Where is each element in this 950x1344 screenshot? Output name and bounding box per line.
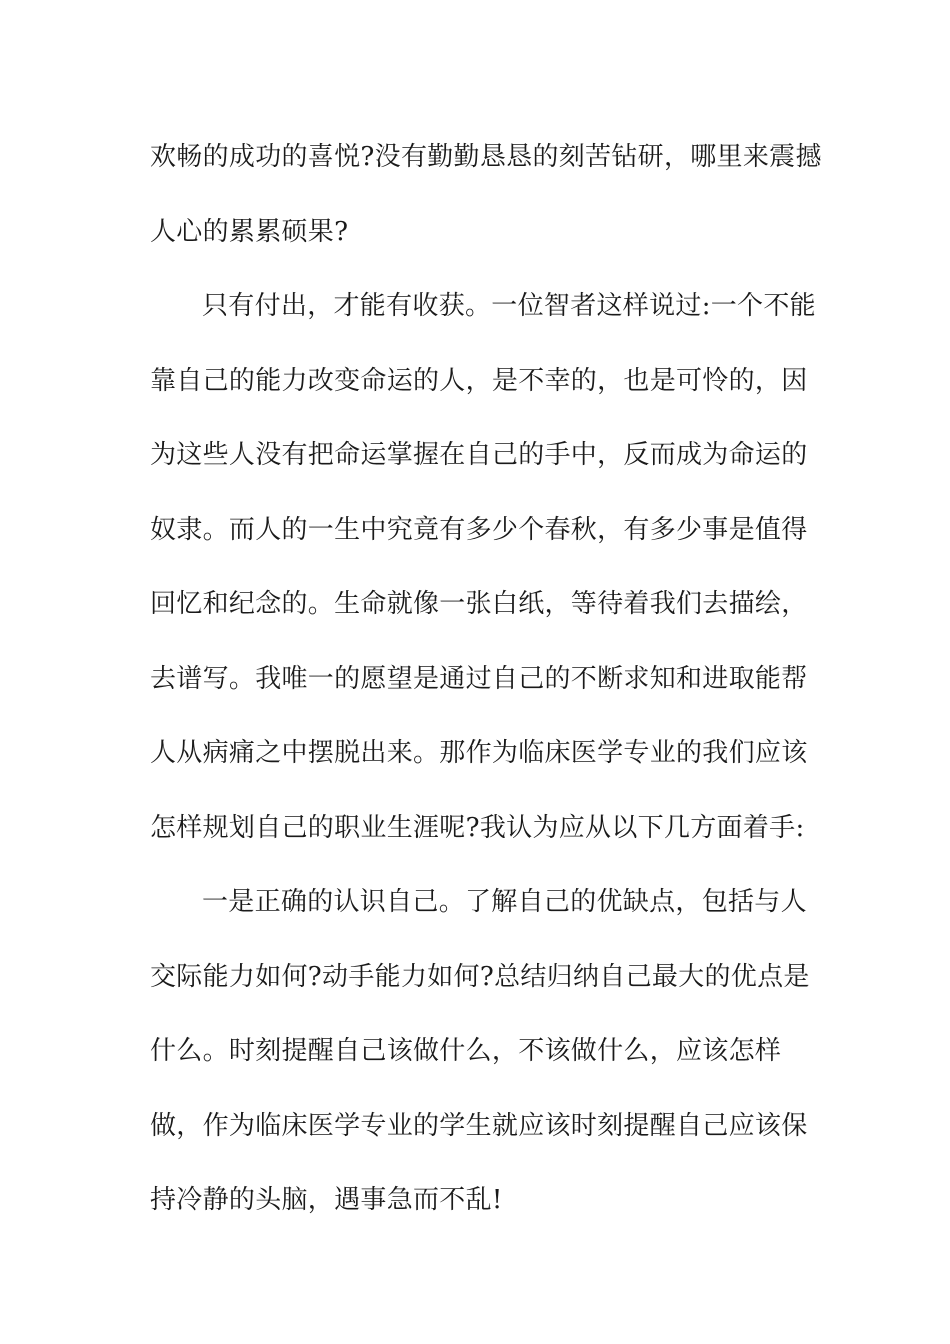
paragraph-start-line: 一是正确的认识自己。了解自己的优缺点，包括与人 [202, 887, 807, 917]
text-line: 持冷静的头脑，遇事急而不乱! [150, 1185, 503, 1215]
text-line: 怎样规划自己的职业生涯呢?我认为应从以下几方面着手: [150, 812, 805, 843]
text-line: 为这些人没有把命运掌握在自己的手中，反而成为命运的 [150, 440, 808, 470]
text-line: 奴隶。而人的一生中究竟有多少个春秋，有多少事是值得 [150, 514, 808, 545]
text-line: 欢畅的成功的喜悦?没有勤勤恳恳的刻苦钻研，哪里来震撼 [150, 142, 822, 172]
text-line: 去谱写。我唯一的愿望是通过自己的不断求知和进取能帮 [150, 663, 808, 694]
text-line: 交际能力如何?动手能力如何?总结归纳自己最大的优点是 [150, 961, 810, 992]
text-line: 人心的累累硕果? [150, 216, 349, 247]
text-line: 人从病痛之中摆脱出来。那作为临床医学专业的我们应该 [150, 738, 808, 768]
text-line: 做，作为临床医学专业的学生就应该时刻提醒自己应该保 [150, 1110, 808, 1141]
document-body [150, 120, 822, 1238]
text-line: 回忆和纪念的。生命就像一张白纸，等待着我们去描绘， [150, 589, 808, 619]
text-line: 什么。时刻提醒自己该做什么，不该做什么，应该怎样 [150, 1036, 782, 1066]
text-line: 靠自己的能力改变命运的人，是不幸的，也是可怜的，因 [150, 365, 808, 396]
paragraph-start-line: 只有付出，才能有收获。一位智者这样说过:一个不能 [202, 291, 816, 321]
